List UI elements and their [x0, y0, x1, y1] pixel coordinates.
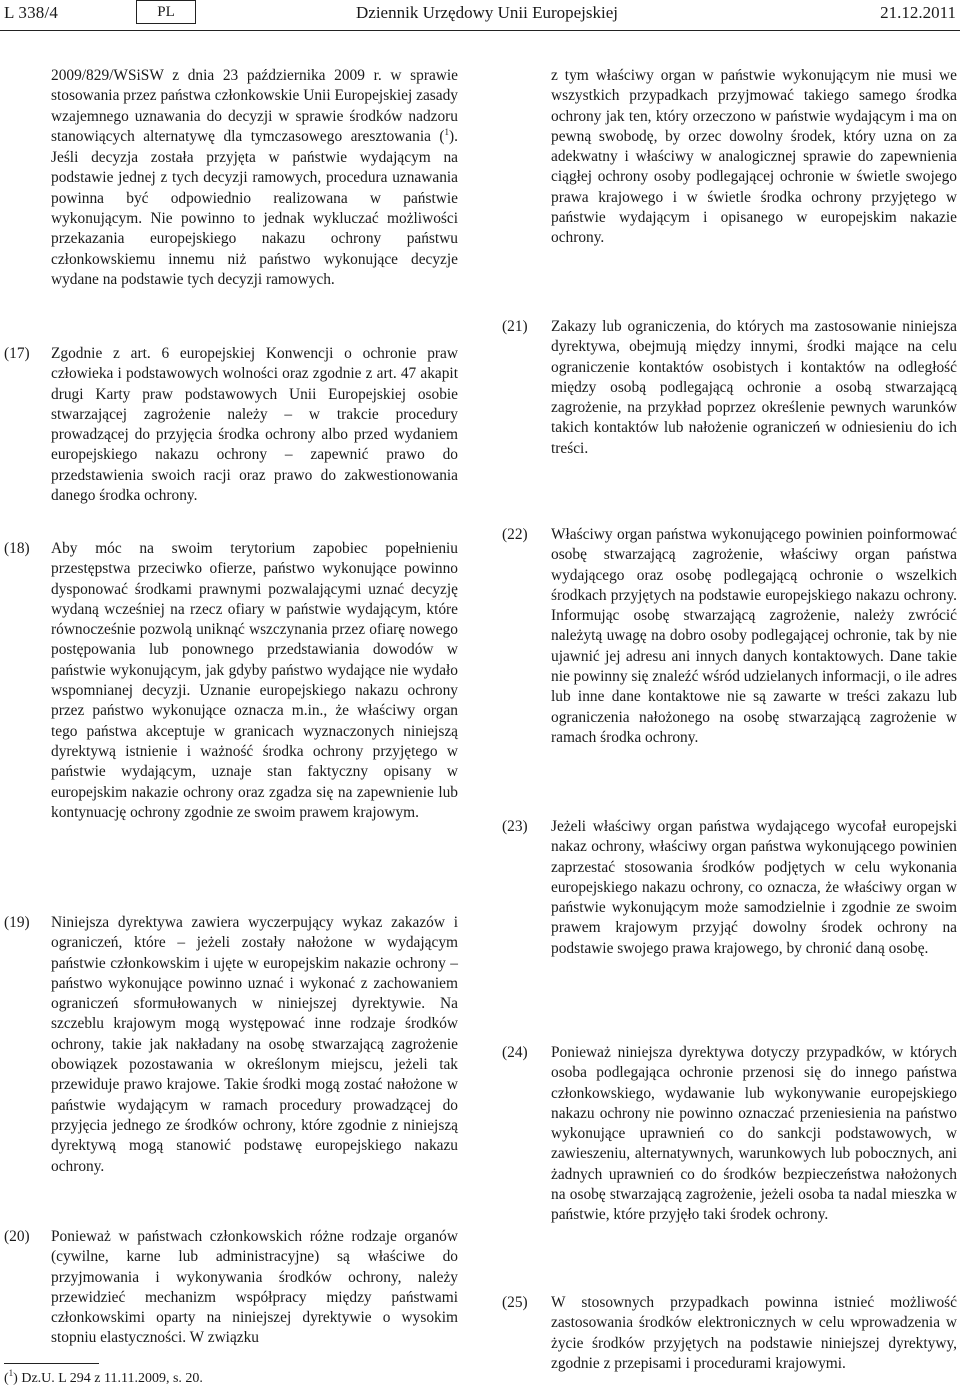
recital-17: Zgodnie z art. 6 europejskiej Konwencji o ochronie praw człowieka i podstawowych wolności oraz zgodnie z art. 47 akapit drugi Karty praw podstawowych Unii Europejskiej osobie stwarzającej zagrożenie należy – w trakcie procedury prowadzącej do przyjęcia środka ochrony albo przed wydaniem europejskiego nakazu ochrony – zapewnić prawo do przedstawienia swoich racji oraz prawo do zakwestionowania danego środka ochrony. [51, 345, 458, 505]
recital-number: (23) [502, 818, 528, 835]
page-reference: L 338/4 [4, 3, 59, 22]
page-header [0, 0, 960, 34]
recital-number: (22) [502, 526, 528, 543]
recital-20: Ponieważ w państwach członkowskich różne rodzaje organów (cywilne, karne lub administracyjne) są właściwe do przyjmowania i wykonywania środków ochrony, należy przewidzieć mechanizm współpracy między państwami członkowskimi oparty na niniejszej dyrektywie o wysokim stopniu elastyczności. W związku [51, 1228, 458, 1347]
footnote: ($^1$) Dz.U. L 294 z 11.11.2009, s. 20. [4, 1368, 203, 1386]
recital-22: Właściwy organ państwa wykonującego powinien poinformować osobę stwarzającą zagrożenie, właściwy organ państwa wydającego oraz osobę podlegającą ochronie o wszelkich środkach przyjętych na podstawie europejskiego nakazu ochrony. Informując osobę stwarzającą zagrożenie, należy zwrócić należytą uwagę na dobro osoby podlegającej ochronie, tak by nie ujawnić jej adresu ani innych danych kontaktowych. Dane takie nie powinny się znaleźć wśród udzielanych informacji, o ile adres lub inne dane kontaktowe nie są zawarte w treści zakazu lub ograniczenia nałożonego na osobę stwarzającą zagrożenie w ramach środka ochrony. [551, 526, 957, 746]
recital-number: (21) [502, 318, 528, 335]
recital-18: Aby móc na swoim terytorium zapobiec popełnieniu przestępstwa przeciwko ofierze, państwo wykonujące powinno dysponować środkami prawnymi pozwalającymi uznać decyzję wydaną wcześniej na rzecz ofiary w państwie wydającym, które równocześnie pozwolą uniknąć wszczynania przez ofiarę nowego postępowania lub ponownego przedstawiania dowodów w państwie wykonującym, jak gdyby państwo wydające nie wydało wspomnianej decyzji. Uznanie europejskiego nakazu ochrony przez państwo wykonujące oznacza m.in., że właściwy organ tego państwa akceptuje w granicach wyznaczonych niniejszą dyrektywą istnienie i ważność środka ochrony przyjętego w państwie wydającym, uznaje stan faktyczny opisany w europejskim nakazie ochrony oraz zgadza się na zapewnienie lub kontynuację ochrony zgodnie ze swoim prawem krajowym. [51, 540, 458, 821]
recital-number: (25) [502, 1294, 528, 1311]
recital-number: (19) [4, 914, 30, 931]
recital-number: (18) [4, 540, 30, 557]
recital-number: (20) [4, 1228, 30, 1245]
publication-date: 21.12.2011 [880, 3, 956, 22]
recital-19: Niniejsza dyrektywa zawiera wyczerpujący wykaz zakazów i ograniczeń, które – jeżeli zostały nałożone w wydającym państwie członkowskim i ujęte w europejskim nakazie ochrony – państwo wykonujące powinno uznać i wykonać z zachowaniem ograniczeń sformułowanych w niniejszej dyrektywie. Na szczeblu krajowym mogą występować inne rodzaje środków ochrony, takie jak nakładany na osobę stwarzającą zagrożenie obowiązek pozostawania w określonym miejscu, jeżeli tak przewiduje prawo krajowe. Takie środki mogą zostać nałożone w państwie wydającym w ramach procedury prowadzącej do przyjęcia jednego ze środków ochrony, które zgodnie z niniejszą dyrektywą mogą stanowić podstawę europejskiego nakazu ochrony. [51, 914, 458, 1175]
footnote-mark: 1 [8, 1368, 14, 1378]
recital-21: Zakazy lub ograniczenia, do których ma zastosowanie niniejsza dyrektywa, obejmują między innymi, środki mające na celu ograniczenie kontaktów osobistych i kontaktów na odległość między osobą podlegającą ochronie a osobą stwarzającą zagrożenie, na przykład poprzez określenie pewnych warunków takich kontaktów lub nałożenie ograniczeń w odniesieniu do ich treści. [551, 318, 957, 457]
footnote-rule [4, 1363, 99, 1364]
recital-25: W stosownych przypadkach powinna istnieć możliwość zastosowania środków elektronicznych w celu wprowadzenia w życie środków przyjętych na podstawie niniejszej dyrektywy, zgodnie z przepisami i procedurami krajowymi. [551, 1294, 957, 1372]
recital-number: (17) [4, 345, 30, 362]
header-rule [0, 30, 960, 31]
footnote-reference: 1 [444, 126, 450, 137]
recital-number: (24) [502, 1044, 528, 1061]
recital-23: Jeżeli właściwy organ państwa wydającego wycofał europejski nakaz ochrony, właściwy organ państwa wykonującego powinien zaprzestać stosowania środków podjętych w celu wykonania europejskiego nakazu ochrony, co oznacza, że właściwy organ w państwie wykonującym może samodzielnie i zgodnie ze swoim prawem krajowym przyjąć dowolny środek ochrony na podstawie swojego prawa krajowego, by chronić daną osobę. [551, 818, 957, 957]
recital-16-continuation: 2009/829/WSiSW z dnia 23 października 2009 r. w sprawie stosowania przez państwa członkowskie Unii Europejskiej zasady wzajemnego uznawania do decyzji w sprawie środków nadzoru stanowiących alternatywę dla tymczasowego aresztowania ($^1$). Jeśli decyzja została przyjęta w państwie wydającym na podstawie jednej z tych decyzji ramowych, procedura uznawania powinna być odpowiednio realizowana w państwie wykonującym. Nie powinno to jednak wykluczać możliwości przekazania europejskiego nakazu ochrony państwu członkowskiemu innemu niż państwo wykonujące decyzje wydane na podstawie tych decyzji ramowych. [51, 67, 458, 288]
journal-title: Dziennik Urzędowy Unii Europejskiej [356, 3, 619, 22]
recital-20-continuation: z tym właściwy organ w państwie wykonującym nie musi we wszystkich przypadkach przyjmować takiego samego środka ochrony jak ten, który orzeczono w państwie wydającym i ma on pewną swobodę, by orzec dowolny środek, który uzna on za adekwatny i właściwy w analogicznej sprawie do zapewnienia ciągłej ochrony osoby podlegającej ochronie w świetle swojego prawa krajowego i w świetle środka ochrony przyjętego w państwie wydającym i opisanego w europejskim nakazie ochrony. [551, 67, 957, 247]
footnote-text: Dz.U. L 294 z 11.11.2009, s. 20. [21, 1371, 203, 1386]
recital-24: Ponieważ niniejsza dyrektywa dotyczy przypadków, w których osoba podlegająca ochronie przenosi się do innego państwa członkowskiego, wydawanie lub wykonywanie europejskiego nakazu ochrony nie powinno oznaczać przeniesienia na państwo wykonujące uprawnień co do sankcji podstawowych, w zawieszeniu, alternatywnych, warunkowych lub pobocznych, ani żadnych uprawnień co do środków bezpieczeństwa nałożonych na osobę stwarzającą zagrożenie, jeżeli osoba ta nadal mieszka w państwie, które przyjęło taki środek ochrony. [551, 1044, 957, 1224]
language-badge: PL [136, 0, 196, 24]
